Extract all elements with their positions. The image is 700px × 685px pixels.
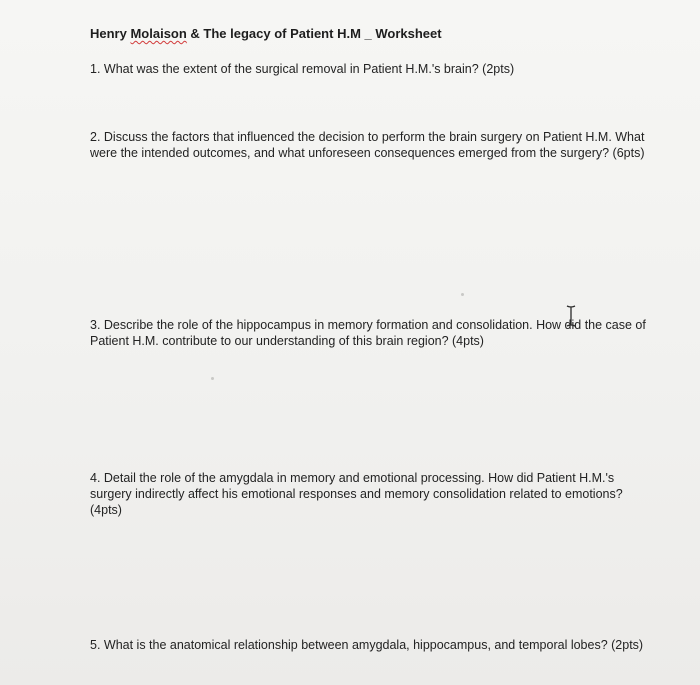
worksheet-title (90, 26, 442, 41)
question-5: 5. What is the anatomical relationship between amygdala, hippocampus, and temporal lobes? (2pts) (90, 638, 644, 652)
title-prefix: Henry (90, 26, 131, 41)
question-2: 2. Discuss the factors that influenced the decision to perform the brain surgery on Patient H.M. What were the intended outcomes, and what unforeseen consequences emerged from the surgery? (6pts) (90, 130, 645, 160)
title-suffix: & The legacy of Patient H.M _ Worksheet (186, 26, 442, 41)
question-4: 4. Detail the role of the amygdala in memory and emotional processing. How did Patient H.M.'s surgery indirectly affect his emotional responses and memory consolidation related to emotions? (4pts) (90, 471, 623, 517)
title-name-misspelled: Molaison (130, 26, 187, 41)
paper-speck (461, 293, 464, 296)
text-cursor-icon (565, 305, 577, 327)
question-1: 1. What was the extent of the surgical removal in Patient H.M.'s brain? (2pts) (90, 62, 515, 76)
paper-speck (211, 377, 214, 380)
question-3: 3. Describe the role of the hippocampus in memory formation and consolidation. How did the case of Patient H.M. contribute to our understanding of this brain region? (4pts) (90, 318, 646, 348)
